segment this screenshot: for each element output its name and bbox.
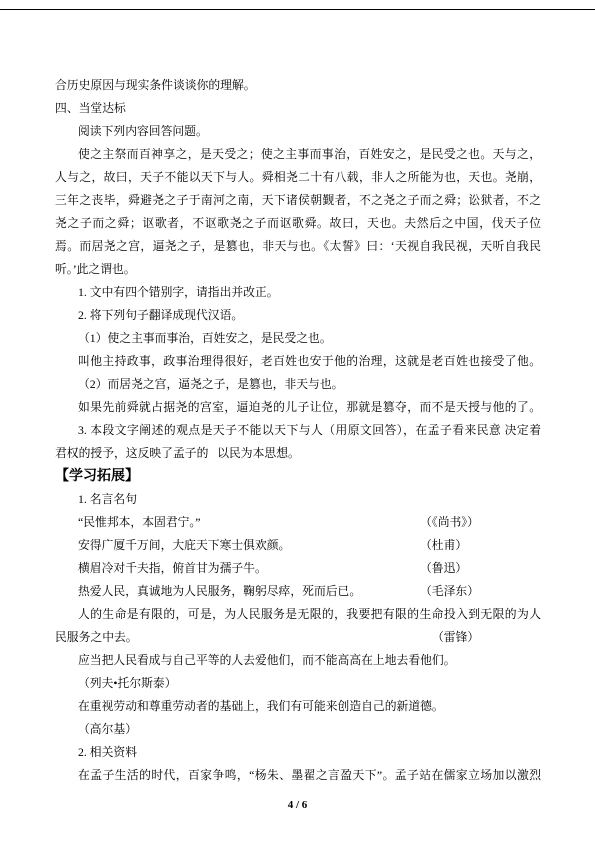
question-2-sentence: （2）而居尧之宫，逼尧之子，是篡也，非天与也。	[78, 377, 344, 391]
passage-line: 听。’此之谓也。	[55, 262, 136, 276]
quote-item	[55, 511, 541, 534]
quote-text: 人的生命是有限的，可是，为人民服务是无限的，我要把有限的生命投入到无限的为人	[78, 607, 541, 621]
section-heading: 四、当堂达标	[55, 101, 126, 115]
quotes-heading: 1. 名言名句	[78, 492, 137, 506]
quote-item	[55, 557, 541, 580]
materials-line: 在孟子生活的时代，百家争鸣，“杨朱、墨翟之言盈天下”。孟子站在儒家立场加以激烈	[78, 768, 541, 782]
question-3-line: 3. 本段文字阐述的观点是天子不能以天下与人（用原文回答），在孟子看来民意 决定着	[78, 423, 541, 437]
page-number: 4 / 6	[287, 799, 308, 811]
quote-item	[55, 626, 541, 649]
quote-source: （高尔基）	[78, 722, 137, 736]
quote-source: （列夫•托尔斯泰）	[78, 676, 177, 690]
quote-text: 横眉冷对千夫指，俯首甘为孺子牛。	[78, 561, 267, 575]
question-3-line: 君权的授予，这反映了孟子的 以民为本思想。	[55, 446, 300, 460]
quote-item	[55, 534, 541, 557]
quote-source: （雷锋）	[432, 630, 480, 644]
passage-line: 三年之丧毕，舜避尧之子于南河之南，天下诸侯朝觐者，不之尧之子而之舜；讼狱者，不之	[55, 193, 541, 207]
quote-text: 热爱人民，真诚地为人民服务，鞠躬尽瘁，死而后已。	[78, 584, 362, 598]
question-1: 1. 文中有四个错别字，请指出并改正。	[78, 285, 279, 299]
quote-text: 民服务之中去。	[55, 630, 138, 644]
question-2-sentence: （1）使之主事而事治，百姓安之，是民受之也。	[78, 331, 332, 345]
passage-line: 尧之子而之舜；讴歌者，不讴歌尧之子而讴歌舜。故曰，天也。夫然后之中国，伐天子位	[55, 216, 541, 230]
reading-instruction: 阅读下列内容回答问题。	[78, 124, 208, 138]
quote-text: 在重视劳动和尊重劳动者的基础上，我们有可能来创造自己的新道德。	[78, 699, 444, 713]
quote-source: （毛泽东）	[420, 584, 479, 598]
question-2-prompt: 2. 将下列句子翻译成现代汉语。	[78, 308, 244, 322]
passage-line: 人与之，故曰，天子不能以天下与人。舜相尧二十有八载，非人之所能为也，天也。尧崩，	[55, 170, 541, 184]
header-rule	[0, 9, 595, 10]
passage-line: 焉。而居尧之宫，逼尧之子，是篡也，非天与也。《太誓》曰：‘天视自我民视，天听自我民	[55, 239, 541, 253]
quote-item	[55, 580, 541, 603]
passage-line: 使之主祭而百神享之，是天受之；使之主事而事治，百姓安之，是民受之也。天与之，	[78, 147, 541, 161]
expansion-heading: 【学习拓展】	[55, 469, 139, 484]
quote-text: 应当把人民看成与自己平等的人去爱他们，而不能高高在上地去看他们。	[78, 653, 456, 667]
quote-source: （《尚书》）	[420, 515, 479, 529]
quote-text: 安得广厦千万间，大庇天下寒士俱欢颜。	[78, 538, 291, 552]
page-content	[55, 74, 541, 787]
question-2-translation: 如果先前舜就占据尧的宫室，逼迫尧的儿子让位，那就是篡夺，而不是天授与他的了。	[78, 400, 541, 414]
continuation-text: 合历史原因与现实条件谈谈你的理解。	[55, 78, 256, 92]
quote-text: “民惟邦本，本固君宁。”	[78, 515, 201, 529]
quote-source: （杜甫）	[420, 538, 468, 552]
quote-source: （鲁迅）	[420, 561, 468, 575]
question-2-translation: 叫他主持政事，政事治理得很好，老百姓也安于他的治理，这就是老百姓也接受了他。	[78, 354, 541, 368]
materials-heading: 2. 相关资料	[78, 745, 137, 759]
